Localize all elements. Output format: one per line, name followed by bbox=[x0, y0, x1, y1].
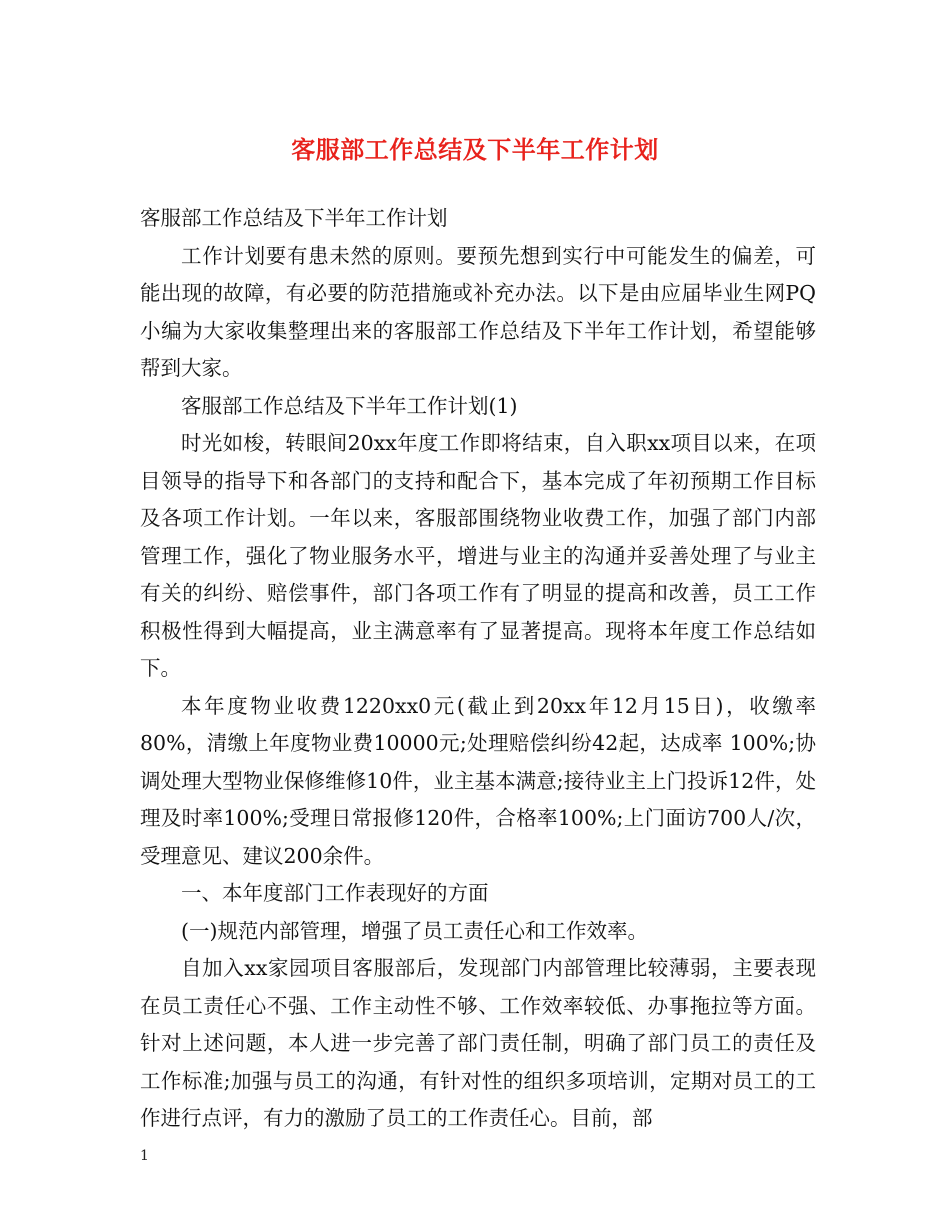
intro-paragraph: 工作计划要有患未然的原则。要预先想到实行中可能发生的偏差，可能出现的故障，有必要的防范措施或补充办法。以下是由应届毕业生网PQ小编为大家收集整理出来的客服部工作总结及下半年工作计划，希望能够帮到大家。 bbox=[140, 243, 816, 380]
page-number: 1 bbox=[140, 1148, 149, 1164]
document-body bbox=[140, 200, 816, 1138]
summary-paragraph: 时光如梭，转眼间20xx年度工作即将结束，自入职xx项目以来，在项目领导的指导下和各部门的支持和配合下，基本完成了年初预期工作目标及各项工作计划。一年以来，客服部围绕物业收费工作，加强了部门内部管理工作，强化了物业服务水平，增进与业主的沟通并妥善处理了与业主有关的纠纷、赔偿事件，部门各项工作有了明显的提高和改善，员工工作积极性得到大幅提高，业主满意率有了显著提高。现将本年度工作总结如下。 bbox=[140, 431, 816, 680]
statistics-paragraph: 本年度物业收费1220xx0元(截止到20xx年12月15日)，收缴率80%，清缴上年度物业费10000元;处理赔偿纠纷42起，达成率 100%;协调处理大型物业保修维修10件，业主基本满意;接待业主上门投诉12件，处理及时率100%;受理日常报修120件，合格率100%;上门面访700人/次，受理意见、建议200余件。 bbox=[140, 693, 816, 868]
management-paragraph: 自加入xx家园项目客服部后，发现部门内部管理比较薄弱，主要表现在员工责任心不强、工作主动性不够、工作效率较低、办事拖拉等方面。针对上述问题，本人进一步完善了部门责任制，明确了部门员工的责任及工作标准;加强与员工的沟通，有针对性的组织多项培训，定期对员工的工作进行点评，有力的激励了员工的工作责任心。目前，部 bbox=[140, 956, 816, 1130]
document-title: 客服部工作总结及下半年工作计划 bbox=[291, 135, 659, 164]
subtitle-line: 客服部工作总结及下半年工作计划 bbox=[140, 206, 448, 230]
section-heading-1: 一、本年度部门工作表现好的方面 bbox=[181, 881, 489, 905]
subsection-heading-1: (一)规范内部管理，增强了员工责任心和工作效率。 bbox=[181, 918, 648, 943]
section-heading: 客服部工作总结及下半年工作计划(1) bbox=[181, 393, 518, 418]
